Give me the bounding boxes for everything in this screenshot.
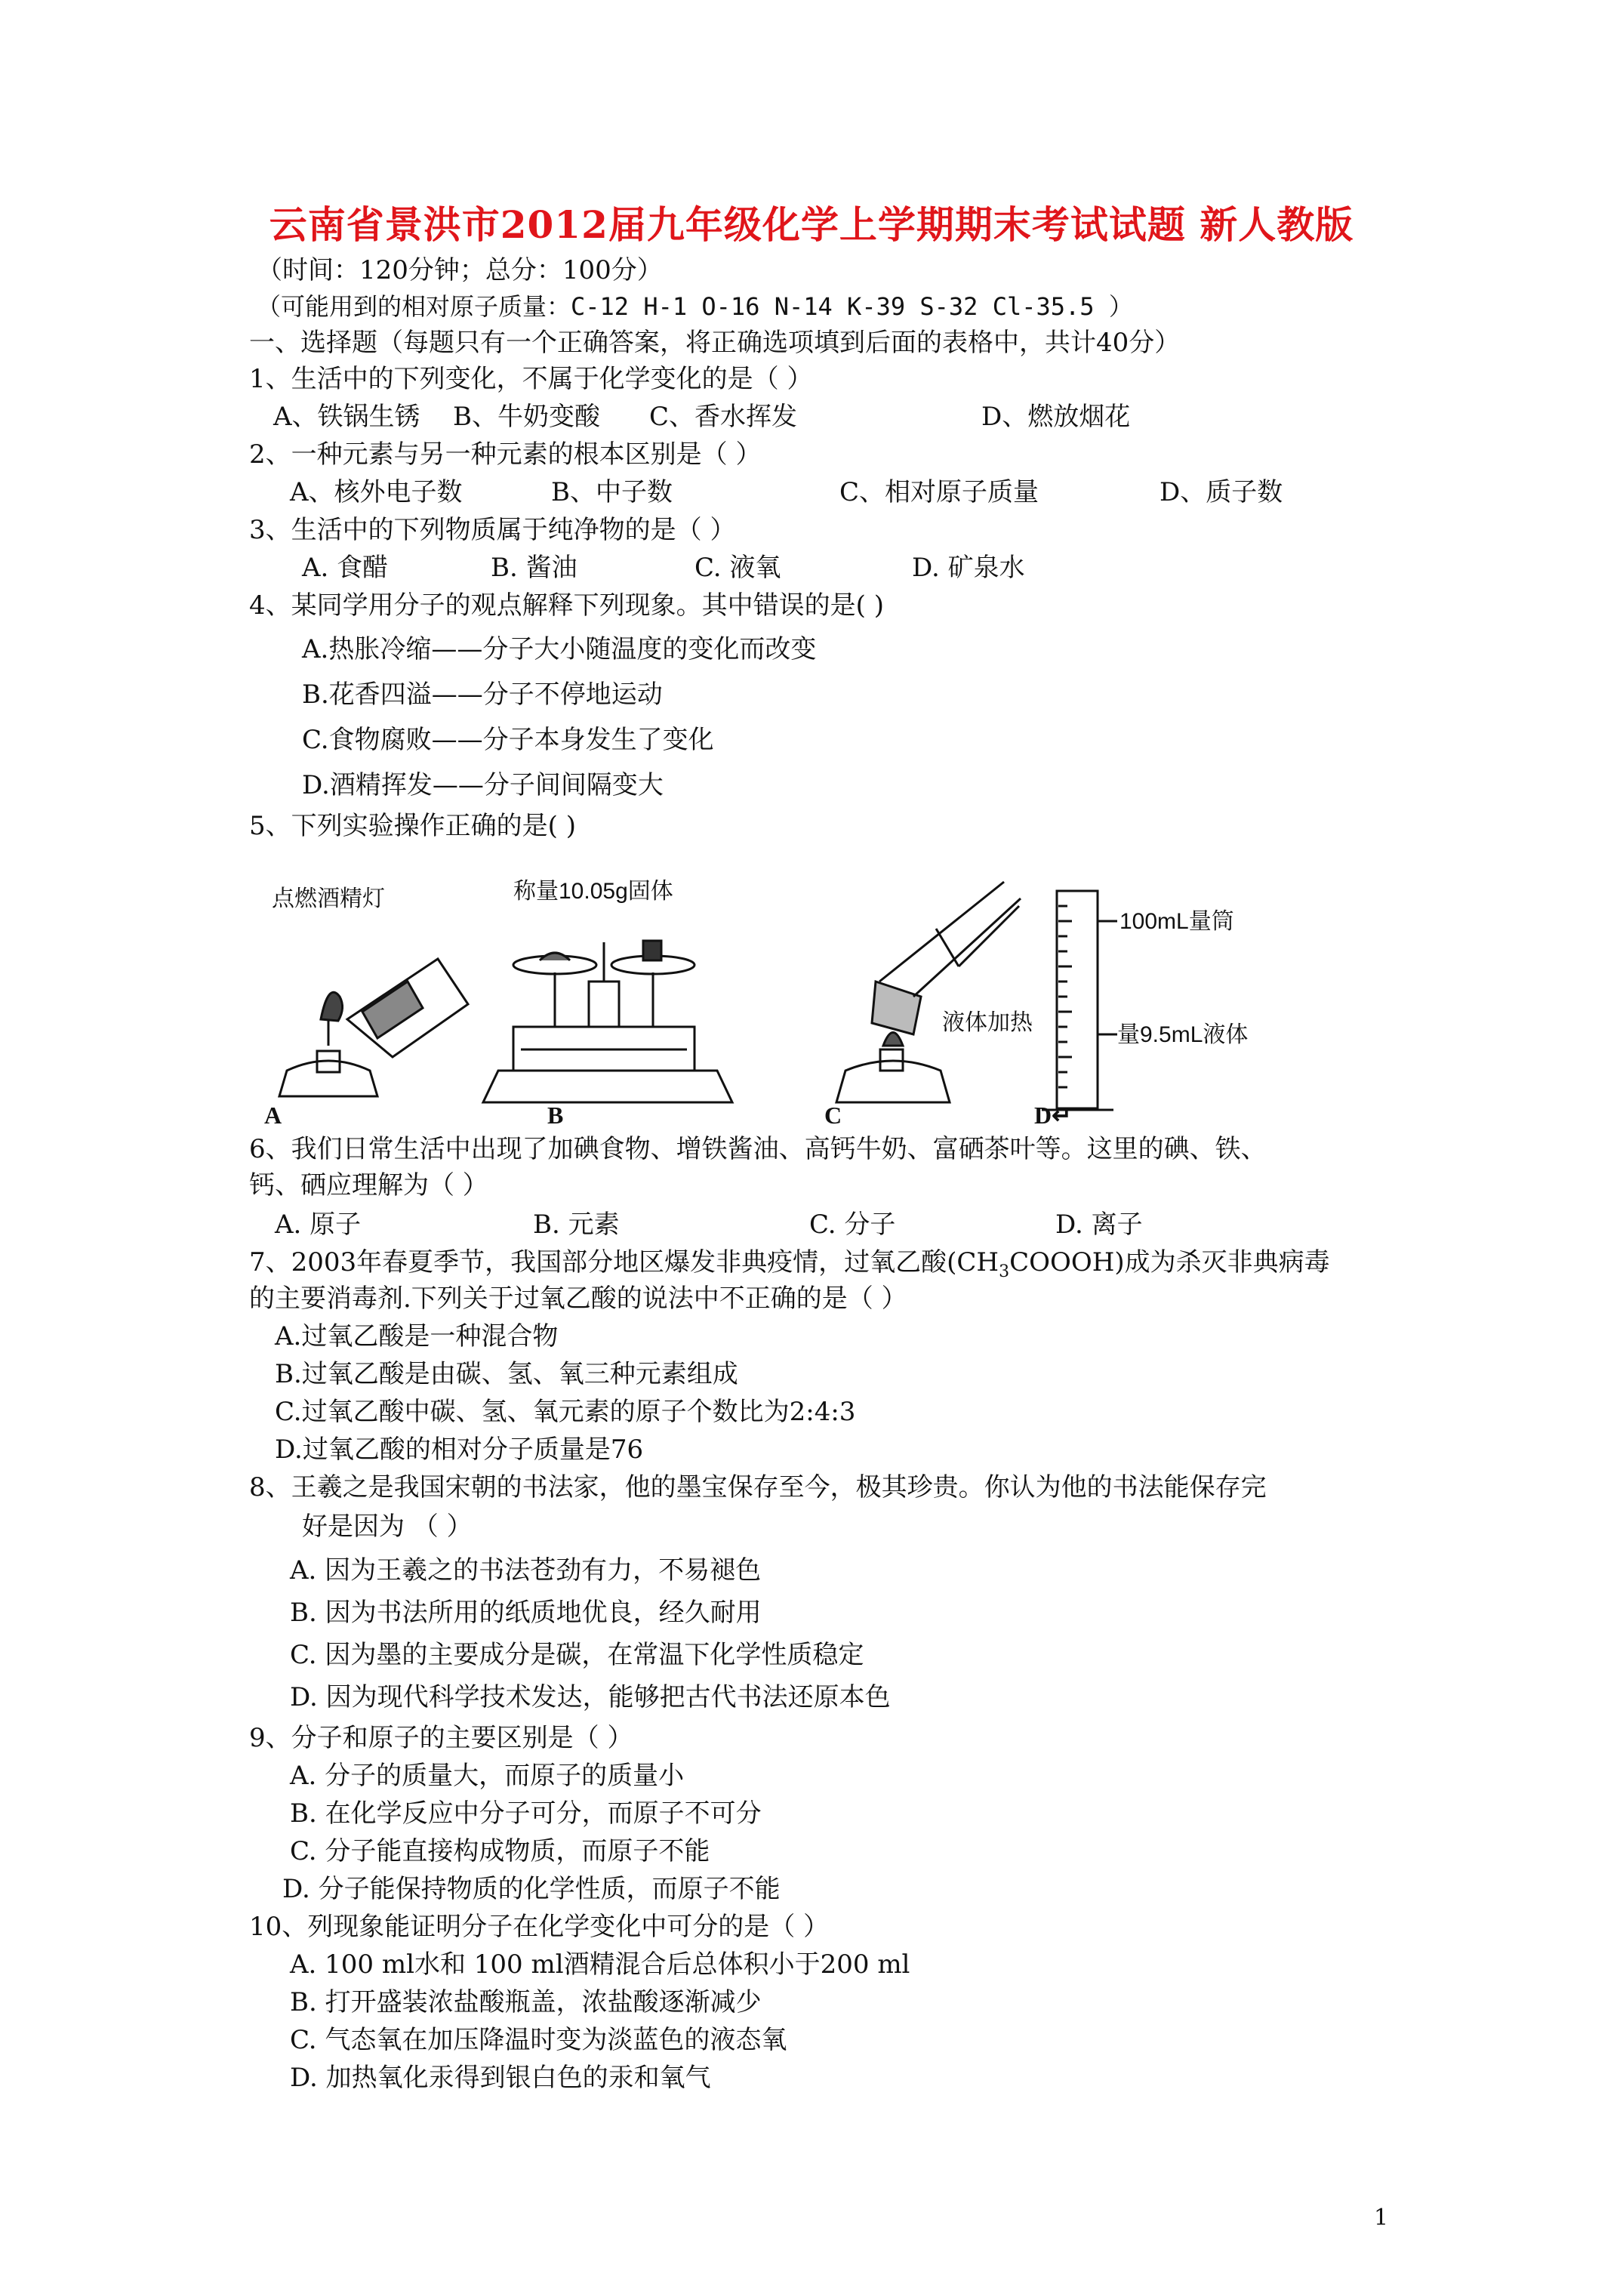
- fig-c-caption: 液体加热: [942, 1010, 1033, 1035]
- question-7-stem-line2: 的主要消毒剂.下列关于过氧乙酸的说法中不正确的是（ ）: [249, 1284, 907, 1314]
- fig-label-d: D↵: [1034, 1102, 1072, 1125]
- q8-option-a: A. 因为王羲之的书法苍劲有力，不易褪色: [290, 1555, 762, 1586]
- question-2-stem: 2、一种元素与另一种元素的根本区别是（ ）: [249, 439, 762, 470]
- question-8-stem-line2: 好是因为 （ ）: [302, 1512, 473, 1542]
- q10-option-b: B. 打开盛装浓盐酸瓶盖，浓盐酸逐渐减少: [290, 1987, 762, 2017]
- question-10-stem: 10、列现象能证明分子在化学变化中可分的是（ ）: [249, 1912, 830, 1942]
- question-6-options: [0, 1208, 1623, 1241]
- fig-a-alcohol-lamp-drawing: [279, 959, 468, 1096]
- q2-option-a: A、核外电子数: [290, 477, 463, 507]
- q1-option-d: D、燃放烟花: [981, 402, 1131, 432]
- q6-option-c: C. 分子: [809, 1210, 896, 1240]
- fig-d-cylinder-drawing: [1042, 891, 1117, 1110]
- q8-option-d: D. 因为现代科学技术发达，能够把古代书法还原本色: [290, 1682, 891, 1712]
- exam-time: （时间：120分钟；总分：100分）: [257, 255, 663, 285]
- q7-option-d: D.过氧乙酸的相对分子质量是76: [275, 1435, 644, 1465]
- question-4-stem: 4、某同学用分子的观点解释下列现象。其中错误的是( ): [249, 590, 884, 621]
- q7-stem-subscript: 3: [999, 1262, 1010, 1281]
- fig-label-c: C: [824, 1102, 842, 1125]
- q7-option-b: B.过氧乙酸是由碳、氢、氧三种元素组成: [275, 1359, 738, 1389]
- q8-option-b: B. 因为书法所用的纸质地优良，经久耐用: [290, 1598, 762, 1628]
- page-title: 云南省景洪市2012届九年级化学上学期期末考试试题 新人教版: [269, 202, 1354, 247]
- question-1-stem: 1、生活中的下列变化，不属于化学变化的是（ ）: [249, 364, 813, 394]
- question-1-options: [0, 400, 1623, 433]
- q6-option-b: B. 元素: [533, 1210, 620, 1240]
- q2-option-d: D、质子数: [1160, 477, 1283, 507]
- q1-option-b: B、牛奶变酸: [453, 402, 600, 432]
- q7-option-c: C.过氧乙酸中碳、氢、氧元素的原子个数比为2:4:3: [275, 1397, 856, 1427]
- fig-d-caption-volume: 量9.5mL液体: [1117, 1022, 1249, 1047]
- q1-option-c: C、香水挥发: [649, 402, 798, 432]
- question-6-stem-line1: 6、我们日常生活中出现了加碘食物、增铁酱油、高钙牛奶、富硒茶叶等。这里的碘、铁、: [249, 1134, 1267, 1164]
- q9-option-c: C. 分子能直接构成物质，而原子不能: [290, 1836, 710, 1866]
- fig-a-caption: 点燃酒精灯: [272, 886, 385, 911]
- q10-option-d: D. 加热氧化汞得到银白色的汞和氧气: [290, 2063, 711, 2093]
- question-8-stem-line1: 8、王羲之是我国宋朝的书法家，他的墨宝保存至今，极其珍贵。你认为他的书法能保存完: [249, 1472, 1267, 1502]
- fig-label-a: A: [264, 1102, 282, 1125]
- q9-option-b: B. 在化学反应中分子可分，而原子不可分: [290, 1798, 762, 1829]
- question-2-options: [0, 476, 1623, 509]
- q1-option-a: A、铁锅生锈: [273, 402, 420, 432]
- section-heading: 一、选择题（每题只有一个正确答案，将正确选项填到后面的表格中，共计40分）: [249, 328, 1181, 358]
- q4-option-a: A.热胀冷缩——分子大小随温度的变化而改变: [302, 634, 817, 664]
- q6-option-d: D. 离子: [1055, 1210, 1143, 1240]
- question-9-stem: 9、分子和原子的主要区别是（ ）: [249, 1723, 633, 1753]
- q2-option-c: C、相对原子质量: [839, 477, 1039, 507]
- fig-label-b: B: [547, 1102, 564, 1125]
- fig-d-caption-cylinder: 100mL量筒: [1119, 909, 1234, 934]
- q9-option-d: D. 分子能保持物质的化学性质，而原子不能: [282, 1874, 781, 1904]
- q4-option-c: C.食物腐败——分子本身发生了变化: [302, 725, 714, 755]
- q4-option-b: B.花香四溢——分子不停地运动: [302, 680, 663, 710]
- question-3-stem: 3、生活中的下列物质属于纯净物的是（ ）: [249, 515, 736, 545]
- q3-option-d: D. 矿泉水: [912, 553, 1025, 583]
- atomic-mass-note: （可能用到的相对原子质量：C-12 H-1 O-16 N-14 K-39 S-32 Cl-35.5 ）: [257, 292, 1133, 321]
- page-number: 1: [1374, 2205, 1389, 2231]
- fig-b-caption: 称量10.05g固体: [513, 879, 673, 904]
- q7-option-a: A.过氧乙酸是一种混合物: [275, 1321, 559, 1351]
- q8-option-c: C. 因为墨的主要成分是碳，在常温下化学性质稳定: [290, 1640, 864, 1670]
- lab-figure-svg: [257, 876, 1253, 1125]
- q7-stem-part1: 7、2003年春夏季节，我国部分地区爆发非典疫情，过氧乙酸(CH: [249, 1247, 999, 1277]
- q6-option-a: A. 原子: [275, 1210, 362, 1240]
- question-6-stem-line2: 钙、硒应理解为（ ）: [249, 1170, 488, 1200]
- q3-option-b: B. 酱油: [491, 553, 577, 583]
- lab-operations-figure: [257, 876, 1253, 1125]
- q3-option-c: C. 液氧: [694, 553, 781, 583]
- question-3-options: [0, 551, 1623, 584]
- q3-option-a: A. 食醋: [302, 553, 389, 583]
- question-5-stem: 5、下列实验操作正确的是( ): [249, 811, 576, 841]
- q9-option-a: A. 分子的质量大，而原子的质量小: [290, 1761, 685, 1791]
- q2-option-b: B、中子数: [551, 477, 673, 507]
- fig-c-test-tube-heating-drawing: [836, 882, 1021, 1102]
- fig-b-balance-drawing: [483, 941, 732, 1102]
- q4-option-d: D.酒精挥发——分子间间隔变大: [302, 770, 664, 800]
- q7-stem-part2: COOOH)成为杀灭非典病毒: [1009, 1247, 1330, 1277]
- q10-option-c: C. 气态氧在加压降温时变为淡蓝色的液态氧: [290, 2025, 787, 2055]
- q10-option-a: A. 100 ml水和 100 ml酒精混合后总体积小于200 ml: [290, 1949, 910, 1980]
